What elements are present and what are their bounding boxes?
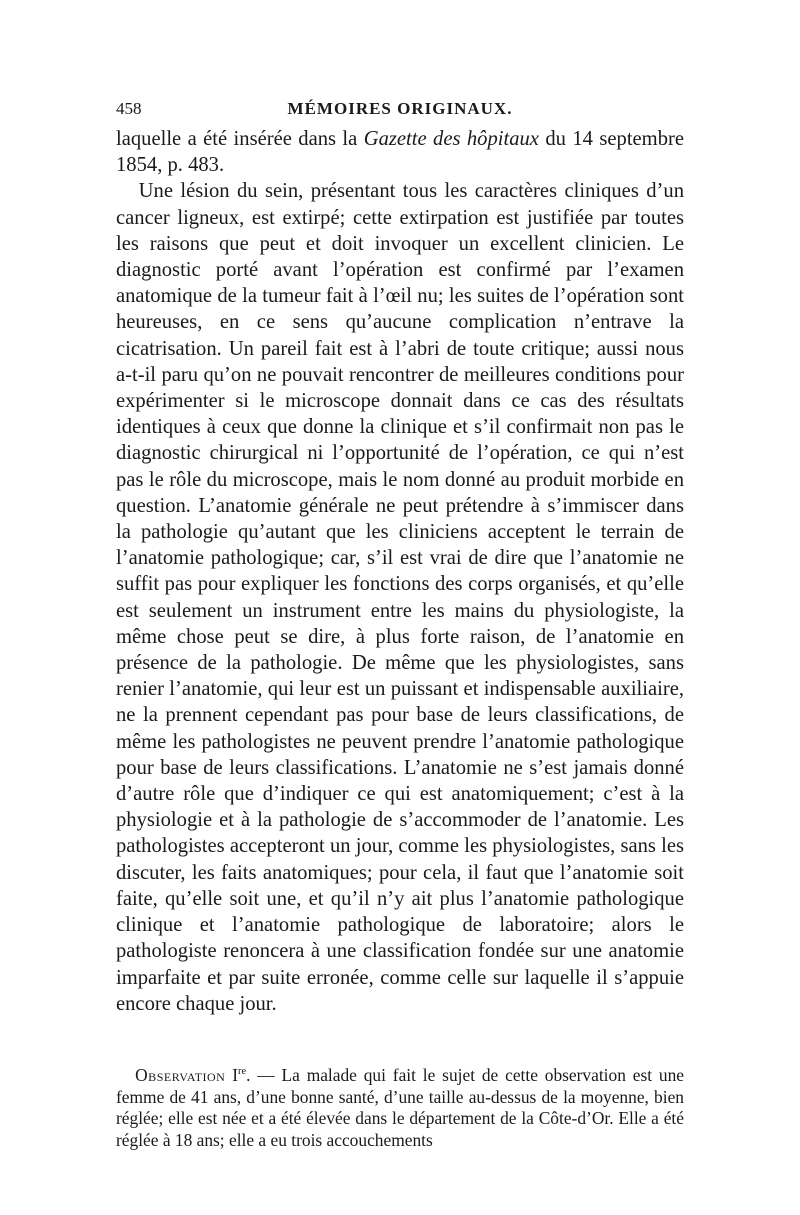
journal-title: Gazette des hôpitaux xyxy=(363,128,539,150)
observation-dash: . — xyxy=(246,1065,282,1085)
body-text xyxy=(116,126,684,1017)
paragraph-main: Une lésion du sein, présentant tous les caractères cliniques d’un cancer ligneux, est extirpé; cette extirpation est justifiée par toutes les raisons que peut et doit invoquer un excellent clinicien. Le diagnostic porté avant l’opération est confirmé par l’examen anatomique de la tumeur fait à l’œil nu; les suites de l’opération sont heureuses, en ce sens qu’aucune complication n’entrave la cicatrisation. Un pareil fait est à l’abri de toute critique; aussi nous a-t-il paru qu’on ne pouvait rencontrer de meilleures conditions pour expérimenter si le microscope donnait dans ce cas des résultats identiques à ceux que donne la clinique et s’il confirmait non pas le diagnostic chirurgical ni l’opportunité de l’opération, ce qui n’est pas le rôle du microscope, mais le nom donné au produit morbide en question. L’anatomie générale ne peut prétendre à s’immiscer dans la pathologie qu’autant que les cliniciens acceptent le terrain de l’anatomie pathologique; car, s’il est vrai de dire que l’anatomie ne suffit pas pour expliquer les fonctions des corps organisés, et qu’elle est seulement un instrument entre les mains du physiologiste, la même chose peut se dire, à plus forte raison, de l’anatomie en présence de la pathologie. De même que les physiologistes, sans renier l’anatomie, qui leur est un puissant et indispensable auxiliaire, ne la prennent cependant pas pour base de leurs classifications, de même les pathologistes ne peuvent prendre l’anatomie pathologique pour base de leurs classifications. L’anatomie ne s’est jamais donné d’autre rôle que d’indiquer ce qui est anatomiquement; c’est à la physiologie et à la pathologie de s’accommoder de l’anatomie. Les pathologistes accepteront un jour, comme les physiologistes, sans les discuter, les faits anatomiques; pour cela, il faut que l’anatomie soit faite, qu’elle soit une, et qu’il n’y ait plus l’anatomie pathologique clinique et l’anatomie pathologique de laboratoire; alors le pathologiste renoncera à une classification fondée sur une anatomie imparfaite et par suite erronée, comme celle sur laquelle il s’appuie encore chaque jour. xyxy=(116,180,684,1015)
observation-label: Observation xyxy=(135,1065,226,1085)
page-header xyxy=(116,96,684,122)
observation-text: La malade qui fait le sujet de cette observation est une femme de 41 ans, d’une bonne santé, d’une taille au-dessus de la moyenne, bien réglée; elle est née et a été élevée dans le département de la Côte-d’Or. Elle a été réglée à 18 ans; elle a eu trois accouchements xyxy=(116,1065,684,1150)
paragraph-text: laquelle a été insérée dans la xyxy=(116,128,364,150)
observation-section xyxy=(116,1065,684,1151)
running-title: MÉMOIRES ORIGINAUX. xyxy=(287,99,513,118)
paragraph-text: du 14 septembre 1854, p. 483. xyxy=(116,128,684,177)
observation-paragraph xyxy=(116,1065,684,1151)
paragraph-continuation xyxy=(116,126,684,178)
observation-number: I xyxy=(232,1065,238,1085)
page-number: 458 xyxy=(116,99,142,118)
observation-number-suffix: re xyxy=(238,1066,247,1078)
